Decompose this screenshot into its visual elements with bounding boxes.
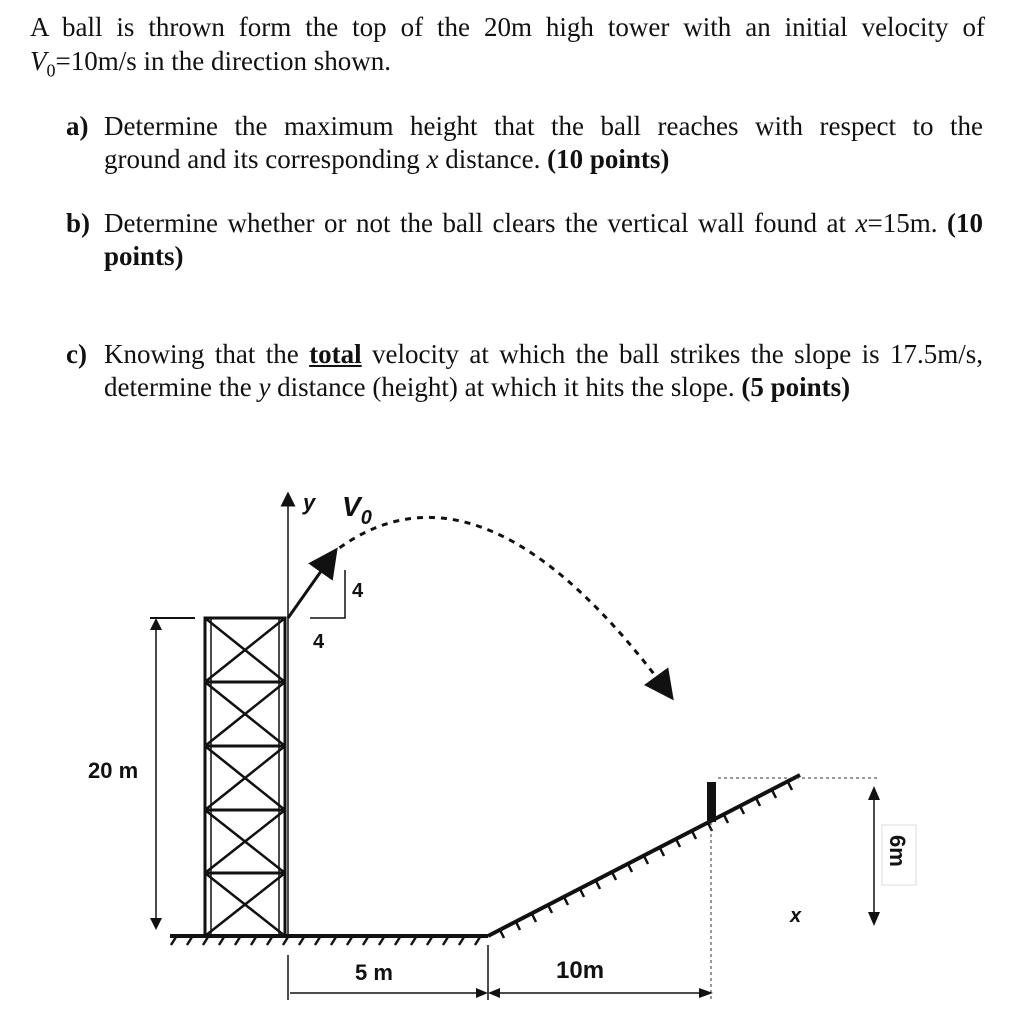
part-c-line-1-pre: Knowing that the bbox=[104, 339, 310, 369]
part-c-line-2 bbox=[104, 372, 850, 402]
part-c-line-2-post: distance (height) at which it hits the slope. bbox=[270, 372, 742, 402]
projectile-diagram bbox=[0, 470, 1017, 1024]
part-b bbox=[66, 207, 983, 273]
x-axis-label: x bbox=[790, 905, 802, 927]
v0-label: $V_0$ bbox=[342, 491, 372, 529]
v0-symbol: V bbox=[30, 46, 47, 76]
part-a-line-2-post: distance. bbox=[438, 144, 548, 174]
part-c-var-y: y bbox=[258, 372, 271, 402]
part-a-line-1: Determine the maximum height that the ball reaches with respect to the bbox=[104, 111, 983, 141]
part-a bbox=[66, 110, 983, 176]
part-c bbox=[66, 338, 983, 404]
part-c-points: (5 points) bbox=[741, 372, 851, 402]
tower bbox=[205, 618, 285, 936]
intro-line-1: A ball is thrown form the top of the 20m high tower with an initial velocity of bbox=[30, 12, 985, 42]
wall-height-label: 6m bbox=[885, 835, 910, 867]
ground bbox=[170, 936, 488, 945]
part-b-var-x: x bbox=[855, 208, 868, 238]
part-c-label: c) bbox=[66, 339, 87, 369]
part-a-points: (10 points) bbox=[547, 144, 670, 174]
part-a-label: a) bbox=[66, 111, 89, 141]
tower-height-label: 20 m bbox=[88, 758, 139, 783]
velocity-vector bbox=[288, 550, 336, 618]
slope-run-label: 4 bbox=[313, 631, 325, 653]
part-b-label: b) bbox=[66, 208, 91, 238]
part-c-line-1 bbox=[104, 338, 983, 371]
part-c-emph-total: total bbox=[309, 339, 362, 369]
slope bbox=[488, 775, 800, 938]
ground-gap-label: 5 m bbox=[355, 960, 393, 985]
part-c-line-2-pre: determine the bbox=[104, 372, 259, 402]
part-a-line-2 bbox=[104, 144, 669, 174]
intro-line-2 bbox=[30, 46, 391, 81]
trajectory-path bbox=[330, 517, 672, 698]
vertical-wall bbox=[707, 782, 716, 822]
v0-subscript: 0 bbox=[46, 60, 56, 81]
part-b-line-1 bbox=[104, 207, 983, 240]
part-c-line-1-post: velocity at which the ball strikes the slope is 17.5m/s, bbox=[361, 339, 983, 369]
problem-intro bbox=[30, 10, 985, 87]
part-a-line-2-pre: ground and its corresponding bbox=[104, 144, 427, 174]
part-b-line-1-pre: Determine whether or not the ball clears the vertical wall found at bbox=[104, 208, 856, 238]
slope-rise-label: 4 bbox=[352, 580, 364, 602]
part-b-points-a: (10 bbox=[947, 208, 984, 238]
y-axis-label: y bbox=[303, 490, 316, 515]
part-a-var-x: x bbox=[426, 144, 439, 174]
slope-base-label: 10m bbox=[556, 957, 605, 984]
intro-line-2-rest: =10m/s in the direction shown. bbox=[55, 46, 391, 76]
part-b-points-b: points) bbox=[104, 241, 184, 271]
part-b-line-1-post: =15m. bbox=[867, 208, 948, 238]
